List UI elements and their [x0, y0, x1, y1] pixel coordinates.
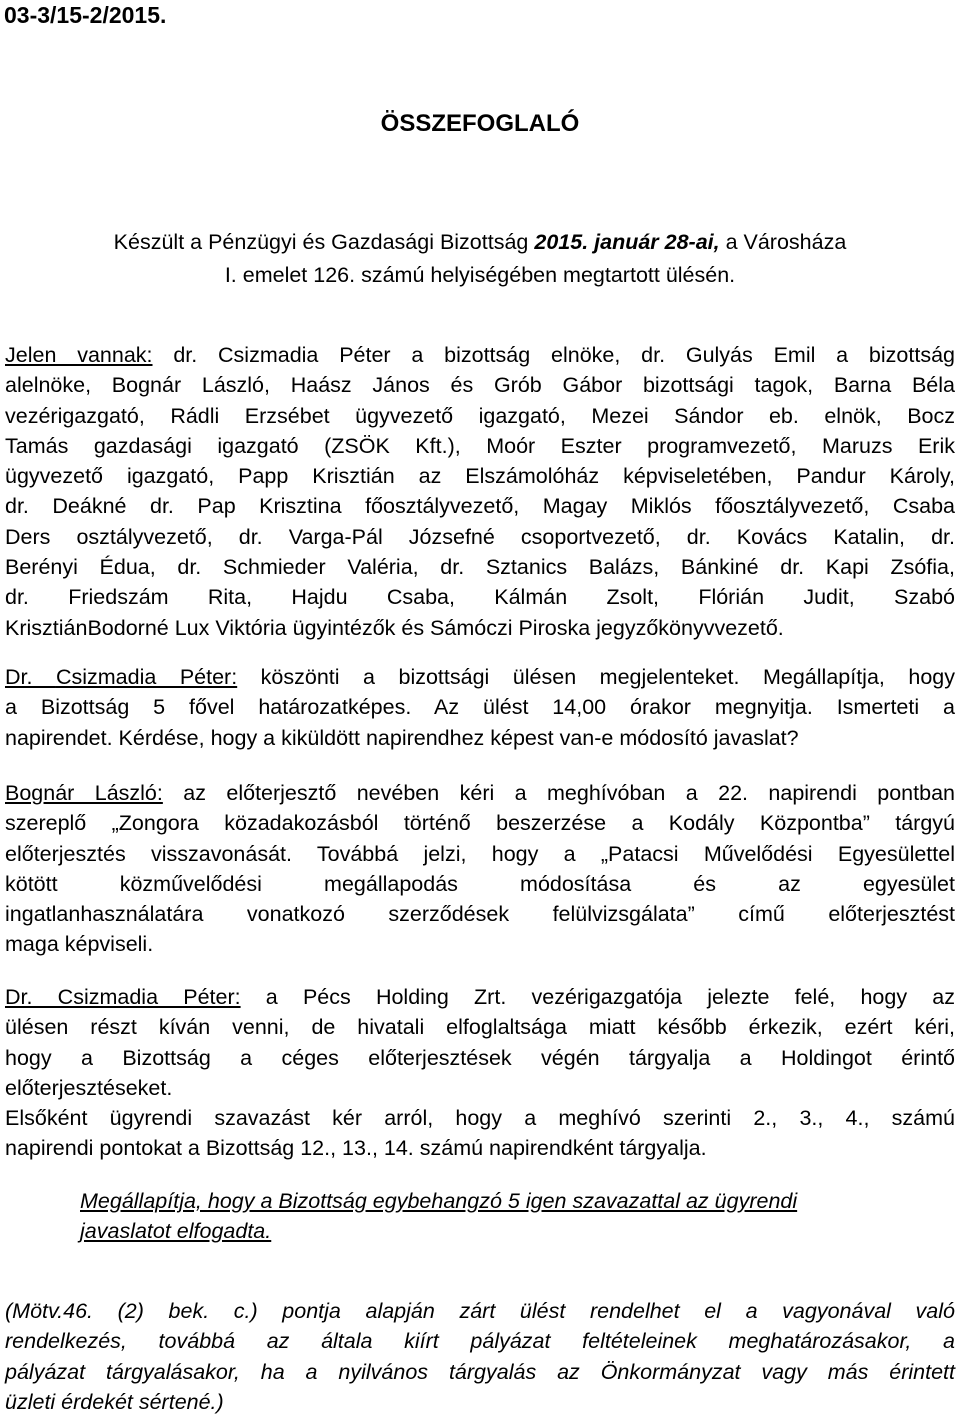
document-reference-number: 03-3/15-2/2015.: [4, 2, 167, 28]
attendees-paragraph: [5, 340, 955, 643]
statement-line: szereplő „Zongora közadakozásból történő beszerzése a Kodály Központba” tárgyú: [5, 811, 955, 836]
legal-line: rendelkezés, továbbá az általa kiírt pályázat feltételeinek meghatározásakor, a: [5, 1329, 955, 1354]
statement-line: Dr. Csizmadia Péter: a Pécs Holding Zrt. vezérigazgatója jelezte felé, hogy az: [5, 985, 955, 1009]
attendees-line: Tamás gazdasági igazgató (ZSÖK Kft.), Moór Eszter programvezető, Maruzs Erik: [5, 433, 955, 458]
statement-line: ingatlanhasználatára vonatkozó szerződések felülvizsgálata” című előterjesztést: [5, 902, 955, 927]
intro-line-1: [0, 226, 960, 259]
legal-line: (Mötv.46. (2) bek. c.) pontja alapján zárt ülést rendelhet el a vagyonával való: [5, 1299, 955, 1323]
statement-line: előterjesztéseket.: [5, 1075, 173, 1100]
statement-line: hogy a Bizottság a céges előterjesztések végén tárgyalja a Holdingot érintő: [5, 1045, 955, 1070]
speaker-name: Dr. Csizmadia Péter:: [5, 985, 241, 1009]
legal-line: pályázat tárgyalásakor, ha a nyilvános tárgyalás az Önkormányzat vagy más érintett: [5, 1359, 955, 1384]
attendees-line: Jelen vannak: dr. Csizmadia Péter a bizottság elnöke, dr. Gulyás Emil a bizottság: [5, 343, 955, 367]
attendees-line: vezérigazgató, Rádli Erzsébet ügyvezető igazgató, Mezei Sándor eb. elnök, Bocz: [5, 403, 955, 428]
legal-line: üzleti érdekét sértené.): [5, 1389, 224, 1414]
intro-text-start: Készült a Pénzügyi és Gazdasági Bizottság: [113, 230, 535, 254]
statement-line: maga képviseli.: [5, 932, 154, 957]
resolution-paragraph: [80, 1186, 960, 1247]
attendees-line: dr. Deákné dr. Pap Krisztina főosztályvezető, Magay Miklós főosztályvezető, Csaba: [5, 494, 955, 519]
attendees-line: dr. Friedszám Rita, Hajdu Csaba, Kálmán Zsolt, Flórián Judit, Szabó: [5, 585, 955, 610]
attendees-line: Berényi Édua, dr. Schmieder Valéria, dr. Sztanics Balázs, Bánkiné dr. Kapi Zsófia,: [5, 555, 955, 580]
attendees-line: ügyvezető igazgató, Papp Krisztián az Elszámolóház képviseletében, Pandur Károly,: [5, 464, 955, 489]
resolution-line: Megállapítja, hogy a Bizottság egybehangzó 5 igen szavazattal az ügyrendi: [80, 1189, 798, 1213]
statement-line: napirendi pontokat a Bizottság 12., 13., 14. számú napirendként tárgyalja.: [5, 1136, 707, 1161]
intro-paragraph: [0, 226, 960, 291]
statement-line: Bognár László: az előterjesztő nevében kéri a meghívóban a 22. napirendi pontban: [5, 781, 955, 805]
speaker-prefix: Dr.: [5, 665, 56, 689]
statement-line: Dr. Csizmadia Péter: köszönti a bizottsági ülésen megjelenteket. Megállapítja, hogy: [5, 665, 955, 689]
statement-line: napirendet. Kérdése, hogy a kiküldött napirendhez képest van-e módosító javaslat?: [5, 725, 799, 750]
document-title: ÖSSZEFOGLALÓ: [380, 110, 580, 137]
statement-csizmadia-holding: [5, 982, 955, 1164]
speaker-name: Csizmadia Péter:: [55, 665, 238, 689]
statement-line: Elsőként ügyrendi szavazást kér arról, hogy a meghívó szerinti 2., 3., 4., számú: [5, 1106, 955, 1131]
speaker-name: Bognár László:: [5, 781, 163, 805]
statement-line: kötött közművelődési megállapodás módosítása és az egyesület: [5, 871, 955, 896]
attendees-line: KrisztiánBodorné Lux Viktória ügyintézők és Sámóczi Piroska jegyzőkönyvvezető.: [5, 615, 784, 640]
statement-line: a Bizottság 5 fővel határozatképes. Az ülést 14,00 órakor megnyitja. Ismerteti a: [5, 695, 955, 720]
attendees-line: Ders osztályvezető, dr. Varga-Pál Józsefné csoportvezető, dr. Kovács Katalin, dr.: [5, 524, 955, 549]
intro-text-end: a Városháza: [719, 230, 847, 254]
statement-line: ülésen részt kíván venni, de hivatali elfoglaltsága miatt később érkezik, ezért kéri,: [5, 1015, 955, 1040]
resolution-line: javaslatot elfogadta.: [80, 1219, 272, 1244]
legal-note: [5, 1296, 955, 1417]
intro-line-2: I. emelet 126. számú helyiségében megtartott ülésén.: [224, 262, 736, 287]
attendees-line: alelnöke, Bognár László, Haász János és Grób Gábor bizottsági tagok, Barna Béla: [5, 373, 955, 398]
statement-csizmadia-opening: [5, 662, 955, 753]
statement-line: előterjesztés visszavonását. Továbbá jelzi, hogy a „Patacsi Művelődési Egyesülettel: [5, 841, 955, 866]
statement-bognar: [5, 778, 955, 960]
attendees-label: Jelen vannak:: [5, 343, 153, 367]
meeting-date: 2015. január 28-ai,: [534, 230, 720, 254]
